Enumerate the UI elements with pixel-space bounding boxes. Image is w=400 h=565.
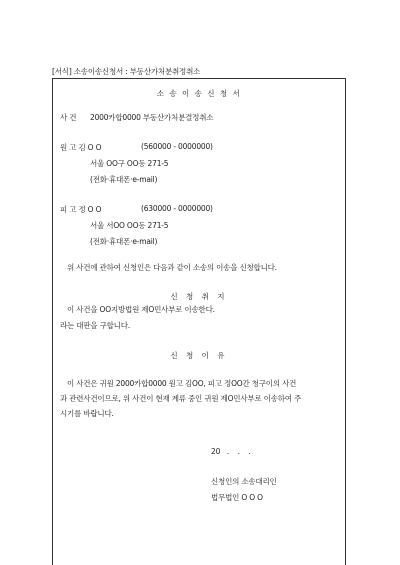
- defendant-address: 서울 서OO OO동 271-5: [90, 221, 169, 230]
- reason-heading: 신 청 이 유: [170, 351, 228, 360]
- reason-line-3: 시기를 바랍니다.: [60, 409, 114, 418]
- plaintiff-address: 서울 OO구 OO동 271-5: [90, 159, 169, 168]
- plaintiff-contact: (전화·휴대폰·e-mail): [90, 175, 158, 184]
- defendant-id: (630000 - 0000000): [141, 204, 213, 213]
- purpose-line-2: 라는 대판을 구합니다.: [60, 321, 130, 330]
- intro-text: 위 사건에 관하여 신청인은 다음과 같이 소송의 이송을 신청합니다.: [67, 263, 277, 272]
- date-line: 20 . . .: [211, 447, 251, 456]
- case-label: 사 건: [60, 113, 77, 122]
- signature-line-1: 신청인의 소송대리인: [211, 477, 277, 486]
- reason-line-2: 과 관련사건이므로, 위 사건이 현재 계류 중인 귀원 제O민사부로 이송하여 주: [60, 394, 302, 403]
- plaintiff-name: 원 고 김 O O: [60, 143, 102, 152]
- form-caption: [서식] 소송이송신청서 : 부동산가처분취정취소: [52, 67, 201, 76]
- signature-line-2: 법무법인 O O O: [211, 493, 263, 502]
- document-title: 소 송 이 송 신 청 서: [156, 89, 242, 98]
- defendant-name: 피 고 정 O O: [60, 205, 102, 214]
- purpose-heading: 신 청 취 지: [170, 292, 228, 301]
- reason-line-1: 이 사건은 귀원 2000카합0000 원고 김OO, 피고 정OO간 청구이의 사건: [67, 379, 297, 388]
- plaintiff-id: (560000 - 0000000): [141, 142, 213, 151]
- defendant-contact: (전화·휴대폰·e-mail): [90, 237, 158, 246]
- document-frame: [52, 78, 346, 565]
- case-number: 2000카합0000 부동산가처분결정취소: [90, 113, 214, 122]
- purpose-line-1: 이 사건을 OO지방법원 제O민사부로 이송한다.: [67, 305, 215, 314]
